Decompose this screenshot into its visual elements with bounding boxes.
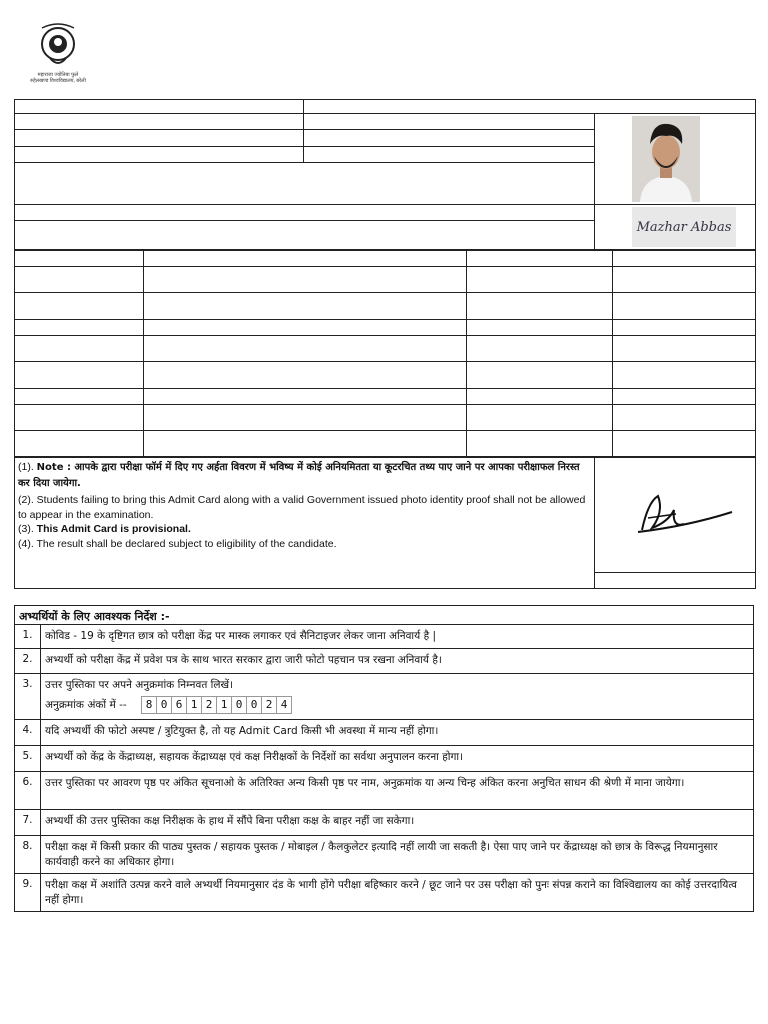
signature-scribble-icon [628, 482, 736, 548]
instruction-row: 6. उत्तर पुस्तिका पर आवरण पृष्ठ पर अंकित सूचनाओ के अतिरिक्त अन्य किसी पृष्ठ पर नाम, अनुक्रमांक या अन्य चिन्ह अंकित करना अनुचित साधन की श्रेणी में माना जायेगा। [14, 772, 754, 810]
roll-number-label: अनुक्रमांक अंकों में -- [45, 699, 127, 711]
note-item: (3). This Admit Card is provisional. [18, 523, 191, 535]
roll-digit: 4 [276, 696, 292, 714]
logo-caption-line1: महाराजा ज्योतिबा फुले [37, 72, 79, 78]
candidate-signature [628, 482, 736, 548]
roll-digit: 2 [201, 696, 217, 714]
university-logo [24, 18, 92, 84]
roll-number-digits [142, 696, 292, 714]
instruction-row: 7. अभ्यर्थी की उत्तर पुस्तिका कक्ष निरीक्षक के हाथ में सौंपे बिना परीक्षा कक्ष के बाहर नहीं जा सकेगा। [14, 810, 754, 836]
candidate-photo [632, 116, 700, 202]
roll-digit: 8 [141, 696, 157, 714]
logo-caption-line2: रुहेलखण्ड विश्वविद्यालय, बरेली [30, 78, 86, 84]
note-item: (2). Students failing to bring this Admit Card along with a valid Government issued photo identity proof shall not be allowed to appear in the examination. [18, 494, 586, 521]
candidate-name-signature: Mazhar Abbas [632, 207, 736, 247]
roll-digit: 0 [231, 696, 247, 714]
exam-schedule-table [14, 250, 756, 457]
instruction-row: 2. अभ्यर्थी को परीक्षा केंद्र में प्रवेश पत्र के साथ भारत सरकार द्वारा जारी फोटो पहचान पत्र रखना अनिवार्य है। [14, 649, 754, 674]
roll-digit: 0 [156, 696, 172, 714]
instruction-row: 9. परीक्षा कक्ष में अशांति उत्पन्न करने वाले अभ्यर्थी नियमानुसार दंड के भागी होंगे परीक्षा बहिष्कार करने / छूट जाने पर उस परीक्षा को पुनः संपन्न कराने का विश्विद्यालय का कोई उत्तरदायित्व नहीं होगा। [14, 874, 754, 912]
instruction-row: 1. कोविड - 19 के दृष्टिगत छात्र को परीक्षा केंद्र पर मास्क लगाकर एवं सैनिटाइजर लेकर जाना अनिवार्य है | [14, 625, 754, 649]
instructions-title: अभ्यर्थियों के लिए आवश्यक निर्देश :- [14, 605, 754, 625]
roll-digit: 6 [171, 696, 187, 714]
roll-digit: 1 [186, 696, 202, 714]
instruction-row: 5. अभ्यर्थी को केंद्र के केंद्राध्यक्ष, सहायक केंद्राध्यक्ष एवं कक्ष निरीक्षकों के निर्देशों का सर्वथा अनुपालन करना होगा। [14, 746, 754, 772]
note-item: (1). Note : आपके द्वारा परीक्षा फॉर्म में दिए गए अर्हता विवरण में भविष्य में कोई अनियमितता या कूटरचित तथ्य पाए जाने पर आपका परीक्षाफल निरस्त कर दिया जायेगा. [18, 461, 580, 489]
note-item: (4). The result shall be declared subject to eligibility of the candidate. [18, 537, 337, 550]
university-emblem-icon [24, 18, 92, 72]
instruction-row: 4. यदि अभ्यर्थी की फोटो अस्पष्ट / त्रुटियुक्त है, तो यह Admit Card किसी भी अवस्था में मान्य नहीं होगा। [14, 720, 754, 746]
notes-list [18, 460, 588, 551]
roll-number-line [45, 696, 749, 714]
instruction-row: 8. परीक्षा कक्ष में किसी प्रकार की पाठ्य पुस्तक / सहायक पुस्तक / मोबाइल / कैलकुलेटर इत्यादि नहीं लायी जा सकती है। ऐसा पाए जाने पर केंद्राध्यक्ष को छात्र के विरूद्ध नियमानुसार कार्यवाही करने का अधिकार होगा। [14, 836, 754, 874]
roll-digit: 2 [261, 696, 277, 714]
roll-digit: 1 [216, 696, 232, 714]
roll-digit: 0 [246, 696, 262, 714]
instruction-row: 3. उत्तर पुस्तिका पर अपने अनुक्रमांक निम्नवत लिखें। अनुक्रमांक अंकों में -- 8 0 6 1 2 1 0 0 2 4 [14, 674, 754, 720]
